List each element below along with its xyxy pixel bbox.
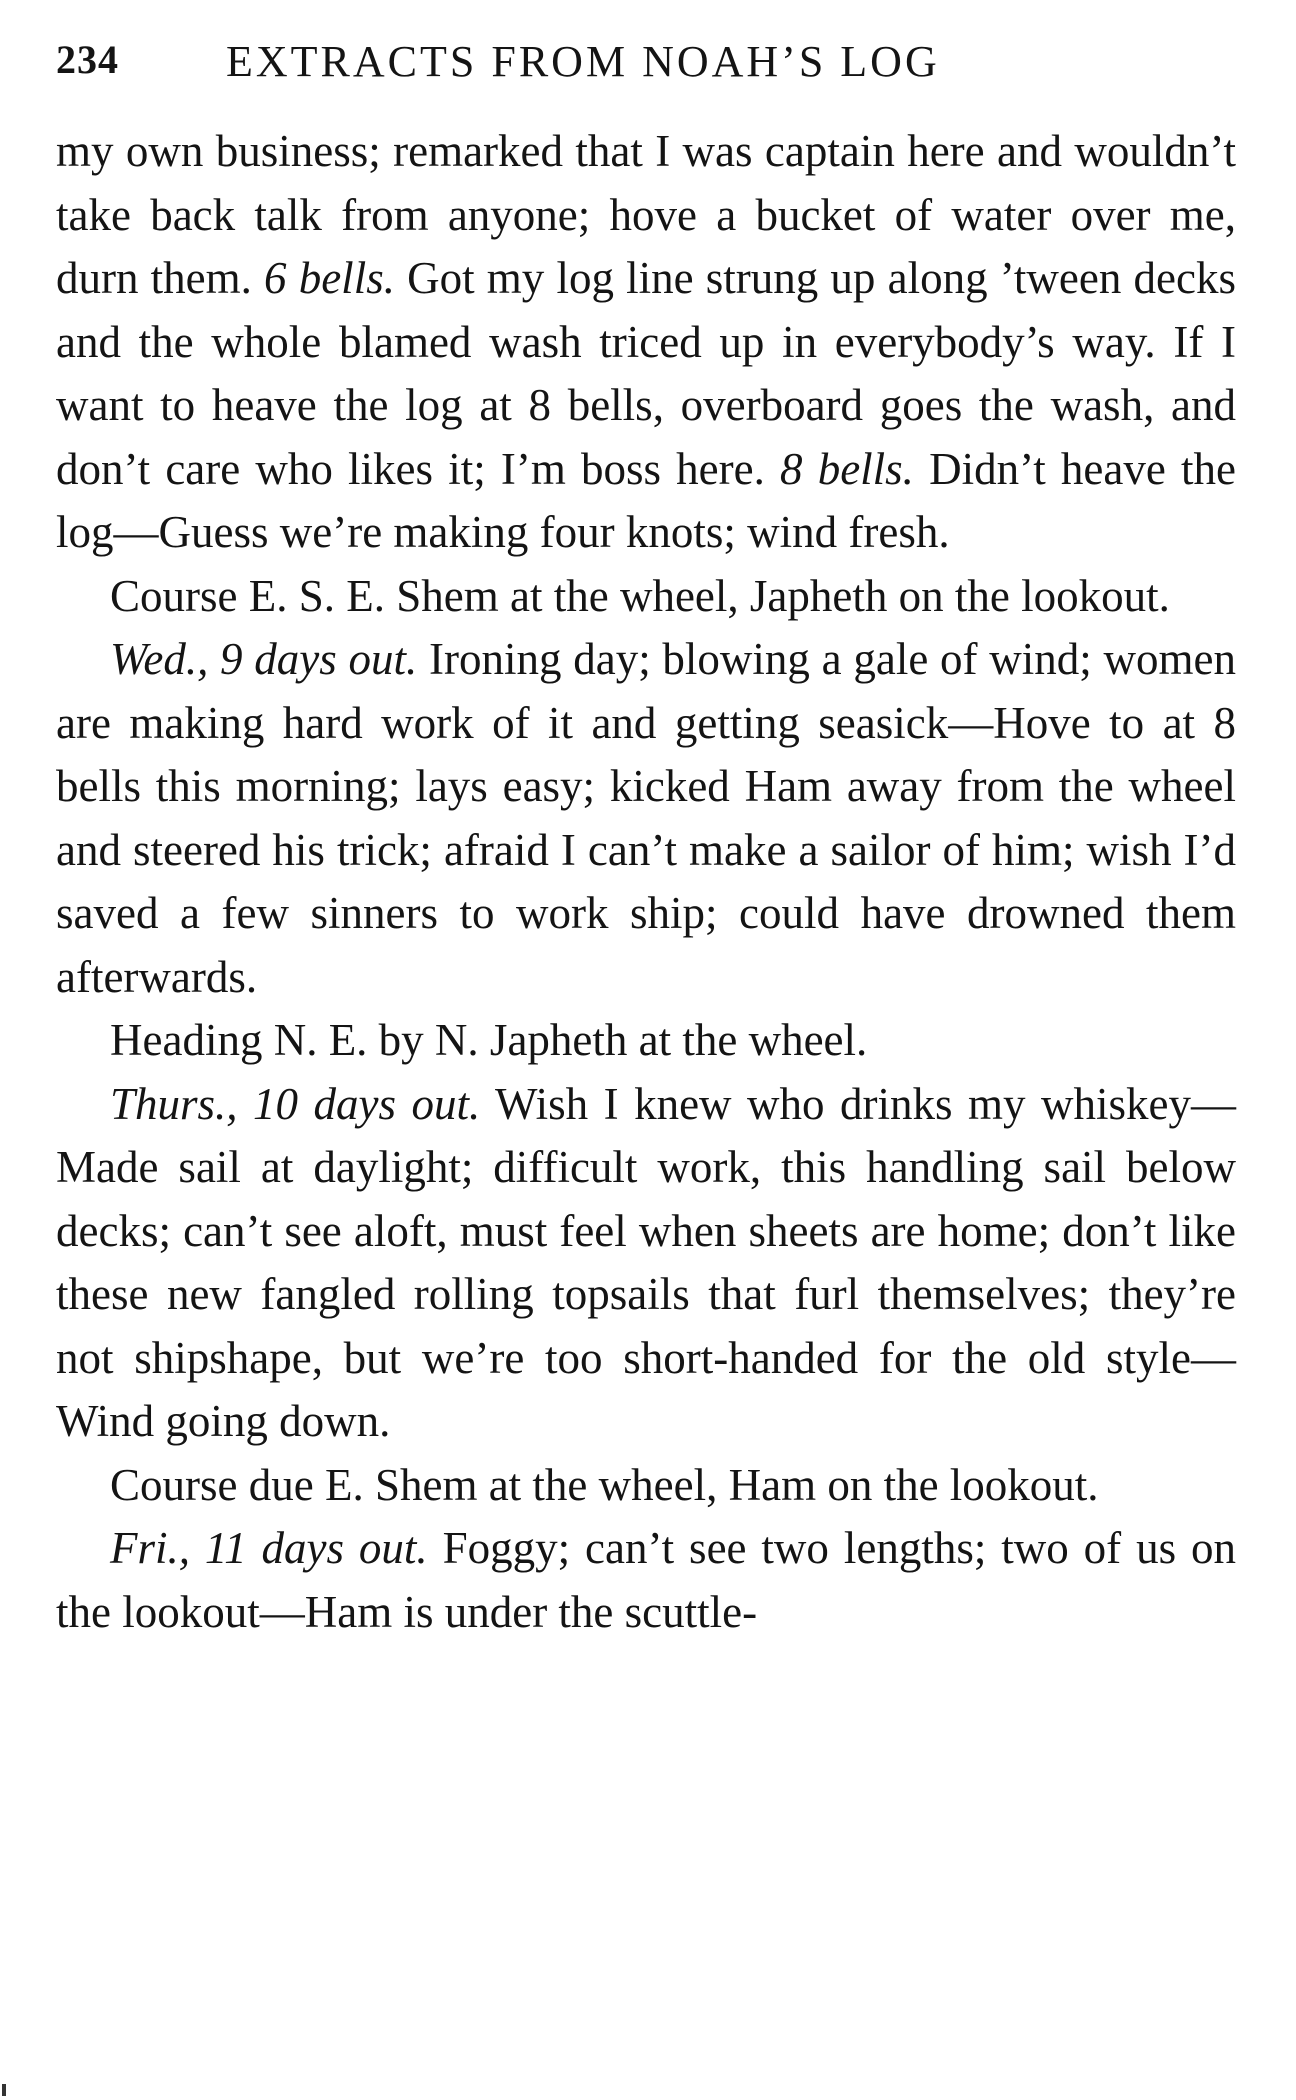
log-entry <box>56 628 1236 1009</box>
scan-mark <box>2 2084 6 2096</box>
paragraph-text: Didn’t heave the log—Guess we’re making four knots; wind fresh. <box>56 443 1236 557</box>
log-entry <box>56 1073 1236 1454</box>
paragraph-text: Wish I knew who drinks my whiskey—Made sail at daylight; difficult work, this handling sail below decks; can’t see aloft, must feel when sheets are home; don’t like these new fangled rolling topsails that furl themselves; they’re not shipshape, but we’re too short-handed for the old style—Wind going down. <box>56 1078 1236 1446</box>
log-date: Fri., 11 days out. <box>110 1523 428 1573</box>
paragraph-text: Course E. S. E. Shem at the wheel, Japheth on the lookout. <box>110 570 1170 621</box>
paragraph-text: Course due E. Shem at the wheel, Ham on the lookout. <box>110 1459 1099 1510</box>
running-head: EXTRACTS FROM NOAH’S LOG <box>226 37 940 86</box>
course-note <box>56 1009 1236 1073</box>
course-note <box>56 1454 1236 1518</box>
log-date: Thurs., 10 days out. <box>110 1078 481 1129</box>
paragraph-continued <box>56 120 1236 565</box>
log-time-entry: 8 bells. <box>780 443 914 494</box>
body-text <box>56 120 1236 1644</box>
page-number: 234 <box>56 37 119 82</box>
paragraph-text: Got my log line strung up along ’tween decks and the whole blamed wash triced up in everybody’s way. If I want to heave the log at 8 bells, overboard goes the wash, and don’t care who likes it; I’m boss here. <box>56 253 1236 494</box>
paragraph-text: Heading N. E. by N. Japheth at the wheel. <box>110 1015 868 1065</box>
paragraph-text: Ironing day; blowing a gale of wind; women are making hard work of it and getting seasick—Hove to at 8 bells this morning; lays easy; kicked Ham away from the wheel and steered his trick; afraid I can’t make a sailor of him; wish I’d saved a few sinners to work ship; could have drowned them afterwards. <box>56 634 1236 1002</box>
log-date: Wed., 9 days out. <box>110 634 418 684</box>
log-time-entry: 6 bells. <box>264 253 395 303</box>
course-note <box>56 565 1236 629</box>
paragraph-text: my own business; remarked that I was captain here and wouldn’t take back talk from anyone; hove a bucket of water over me, durn them. <box>56 126 1236 303</box>
page-header <box>56 28 1236 98</box>
log-entry <box>56 1517 1236 1644</box>
paragraph-text: Foggy; can’t see two lengths; two of us on the lookout—Ham is under the scuttle- <box>56 1523 1236 1637</box>
